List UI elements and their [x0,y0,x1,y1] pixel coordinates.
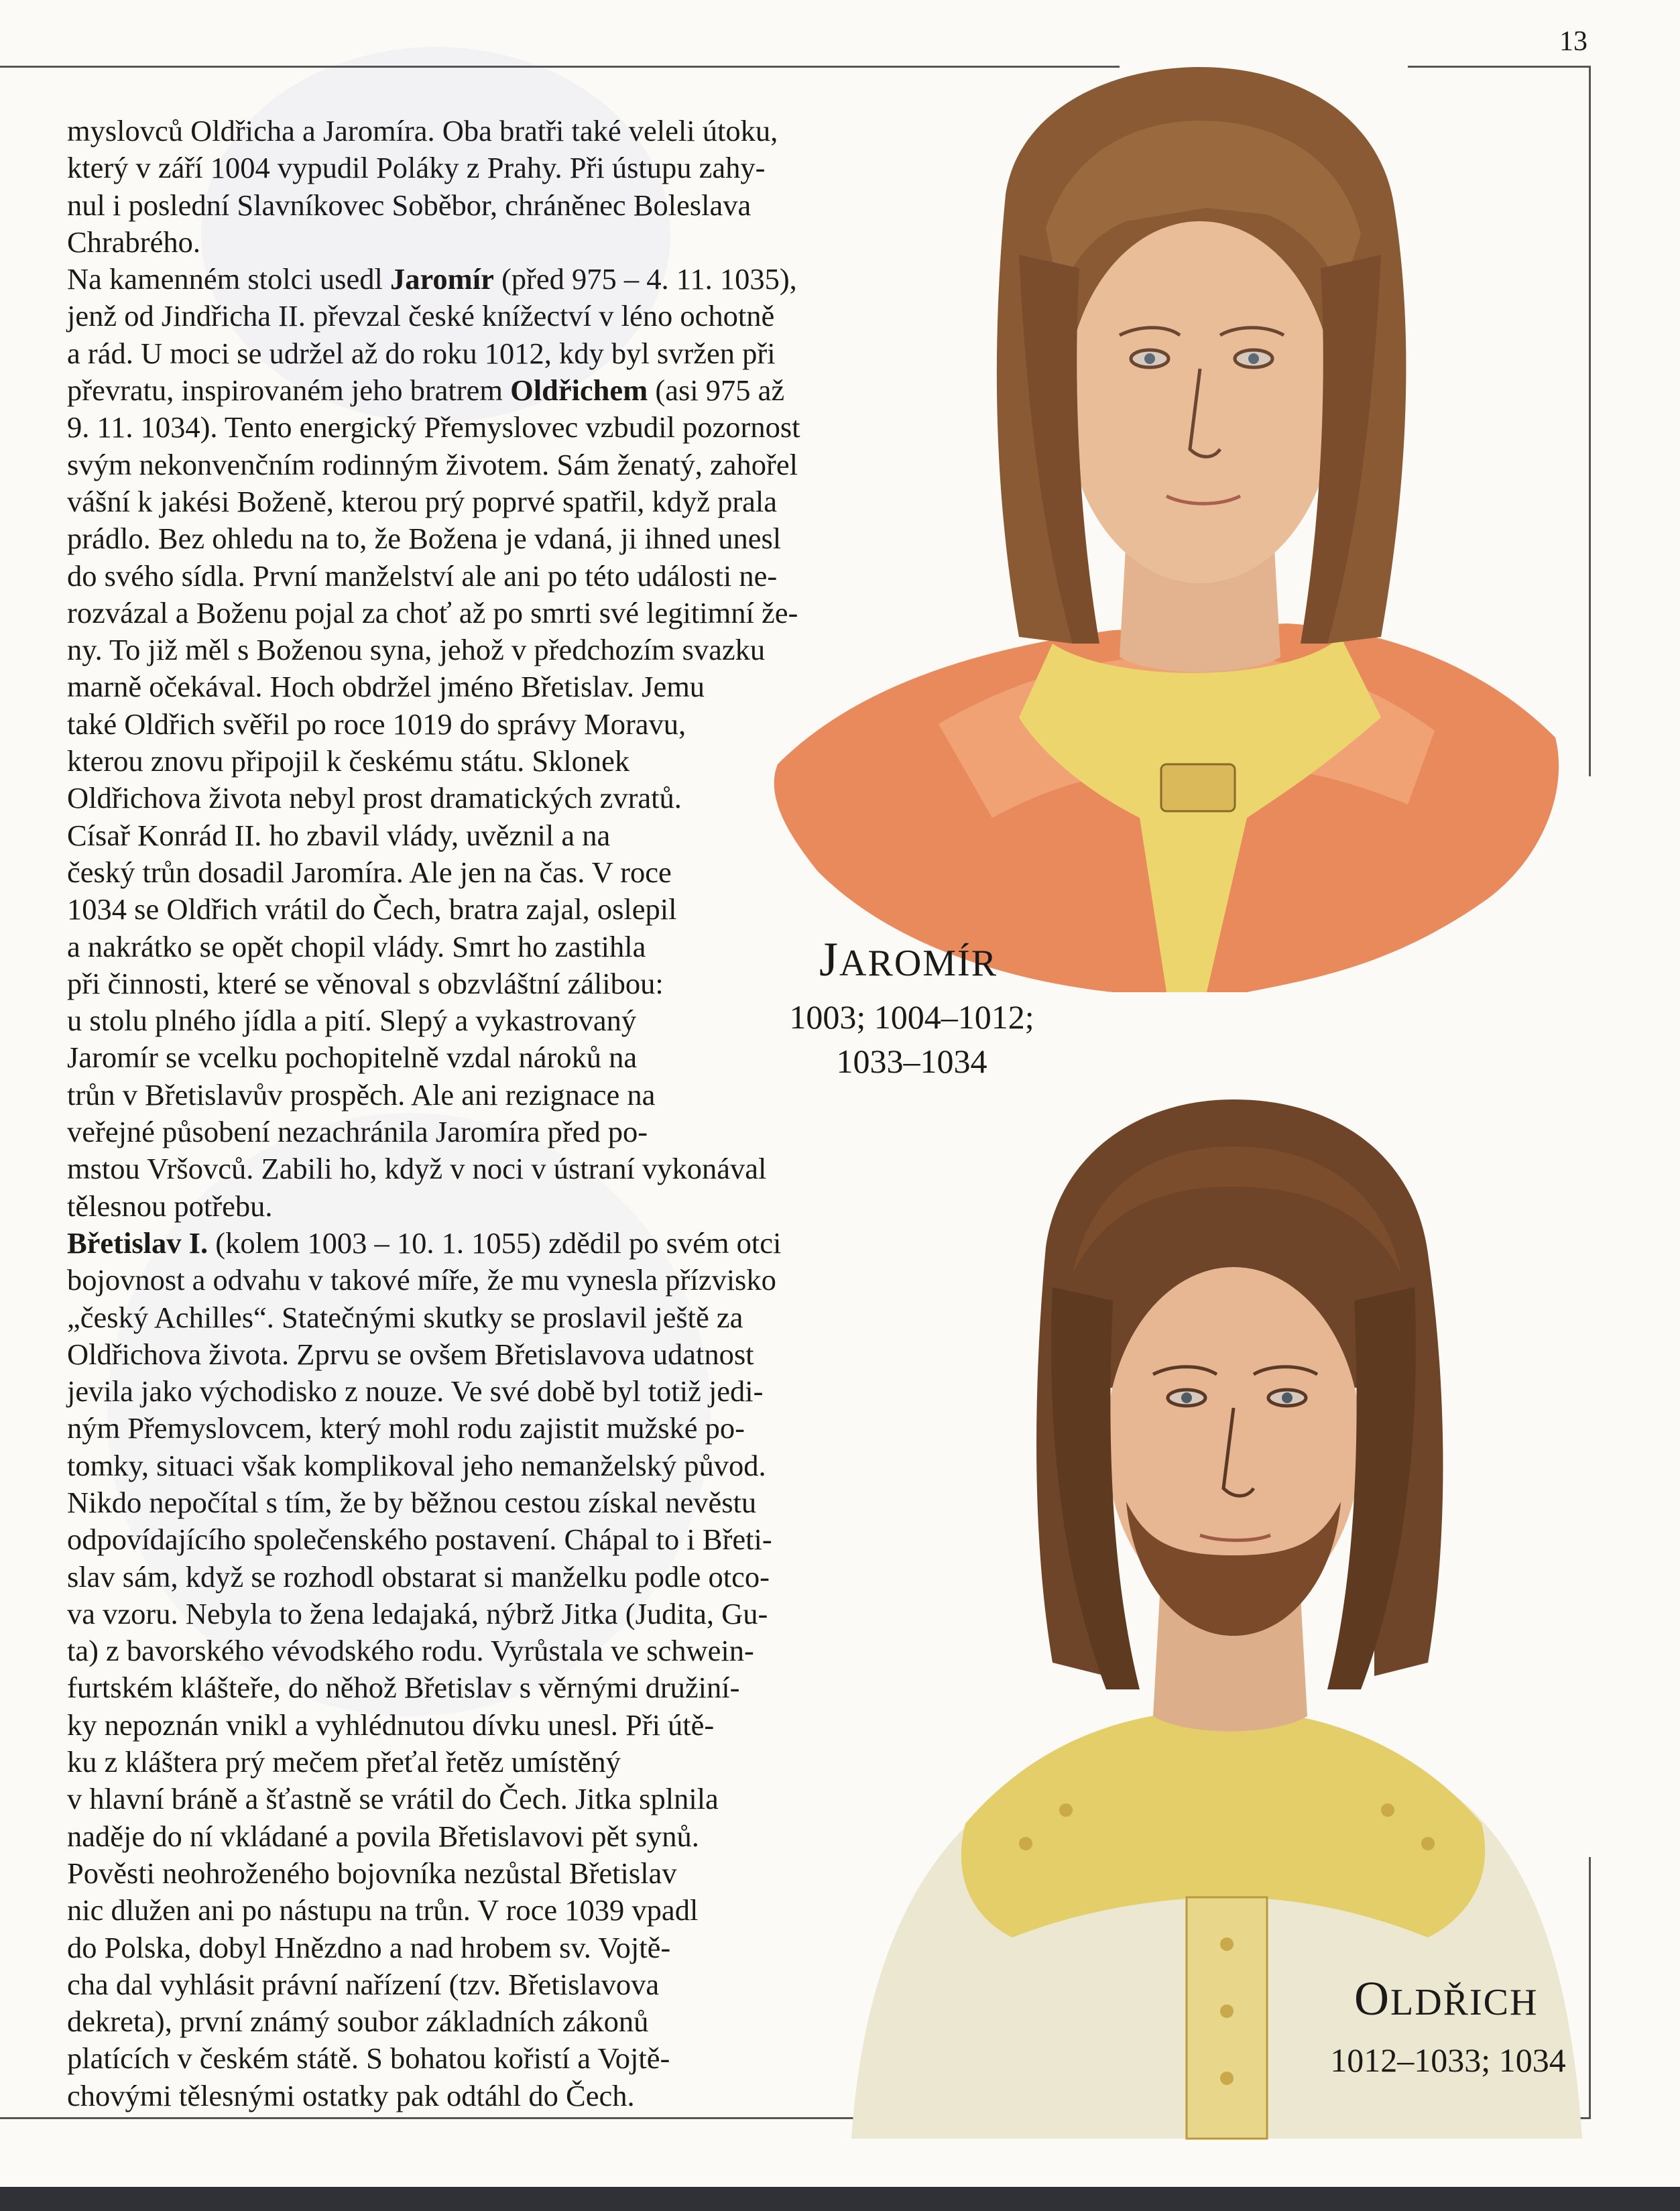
jaromir-face [1066,221,1334,583]
right-rule-lower [1589,1857,1591,2118]
body-text-part: (před 975 – 4. 11. 1035), jenž od Jindřicha II. převzal české knížectví v léno ochotně a rád. U moci se udržel až do roku 1012, kdy byl svržen při převratu, inspirovaném jeho bratrem [67,262,797,408]
name-bretislav-bold: Břetislav I. [67,1226,208,1260]
oldrich-reign-years: 1012–1033; 1034 [1330,2041,1566,2079]
oldrich-name-caption [1354,1971,1538,2027]
name-oldrich-bold: Oldřichem [510,373,648,408]
jaromir-name-rest: AROMÍR [839,943,998,984]
oldrich-name-initial: O [1354,1972,1390,2025]
page-number: 13 [1559,26,1587,57]
jaromir-name-initial: J [819,933,840,986]
body-text-part: (asi 975 až 9. 11. 1034). Tento energický Přemyslovec vzbudil pozornost svým nekonvenčním rodinným životem. Sám ženatý, zahořel vášní k jakési Boženě, kterou prý poprvé spatřil, když prala prádlo. Bez ohledu na to, že Božena je vdaná, ji ihned unesl do svého sídla. První manželství ale ani po této události ne- rozvázal a Boženu pojal za choť až po smrti své legitimní že- ny. To již měl s Boženou syna, jehož v předchozím svazku marně očekával. Hoch obdržel jméno Břetislav. Jemu také Oldřich svěřil po roce 1019 do správy Moravu, kterou znovu připojil k českému státu. Sklonek Oldřichova života nebyl prost dramatických zvratů. Císař Konrád II. ho zbavil vlády, uvěznil a na český trůn dosadil Jaromíra. Ale jen na čas. V roce 1034 se Oldřich vrátil do Čech, bratra zajal, oslepil a nakrátko se opět chopil vlády. Smrt ho zastihla při činnosti, které se věnoval s obzvláštní zálibou: u stolu plného jídla a pití. Slepý a vykastrovaný Jaromír se vcelku pochopitelně vzdal nároků na trůn v Břetislavův prospěch. Ale ani rezignace na veřejné působení nezachránila Jaromíra před po- mstou Vršovců. Zabili ho, když v noci v ústraní vykonával tělesnou potřebu. [67,373,800,1223]
jaromir-name-caption [819,932,998,988]
oldrich-name-rest: LDŘICH [1390,1982,1539,2023]
bottom-rule [0,2117,939,2119]
right-rule-upper [1589,66,1591,776]
scan-bottom-edge [0,2187,1680,2211]
jaromir-portrait [737,54,1589,1059]
body-text-part: myslovců Oldřicha a Jaromíra. Oba bratři také veleli útoku, který v září 1004 vypudil Poláky z Prahy. Při ústupu zahy- nul i poslední Slavníkovec Soběbor, chráněnec Boleslava Chrabrého. Na kamenném stolci usedl [67,114,778,296]
body-text-part: (kolem 1003 – 10. 1. 1055) zdědil po svém otci bojovnost a odvahu v takové míře, že mu vynesla přízvisko „český Achilles“. Statečnými skutky se proslavil ještě za Oldřichova života. Zprvu se ovšem Břetislavova udatnost jevila jako východisko z nouze. Ve své době byl totiž jedi- ným Přemyslovcem, který mohl rodu zajistit mužské po- tomky, situaci však komplikoval jeho nemanželský původ. Nikdo nepočítal s tím, že by běžnou cestou získal nevěstu odpovídajícího společenského postavení. Chápal to i Břeti- slav sám, když se rozhodl obstarat si manželku podle otco- va vzoru. Nebyla to žena ledajaká, nýbrž Jitka (Judita, Gu- ta) z bavorského vévodského rodu. Vyrůstala ve schwein- furtském klášteře, do něhož Břetislav s věrnými družiní- ky nepoznán vnikl a vyhlédnutou dívku unesl. Při útě- ku z kláštera prý mečem přeťal řetěz umístěný v hlavní bráně a šťastně se vrátil do Čech. Jitka splnila naděje do ní vkládané a povila Břetislavovi pět synů. Pověsti neohroženého bojovníka nezůstal Břetislav nic dlužen ani po nástupu na trůn. V roce 1039 vpadl do Polska, dobyl Hnězdno a nad hrobem sv. Vojtě- cha dal vyhlásit právní nařízení (tzv. Břetislavova dekreta), první známý soubor základních zákonů platících v českém státě. S bohatou kořistí a Vojtě- chovými tělesnými ostatky pak odtáhl do Čech. [67,1226,782,2112]
body-text [67,113,845,2114]
name-jaromir-bold: Jaromír [389,262,494,296]
jaromir-reign-years: 1003; 1004–1012; 1033–1034 [789,998,1034,1080]
